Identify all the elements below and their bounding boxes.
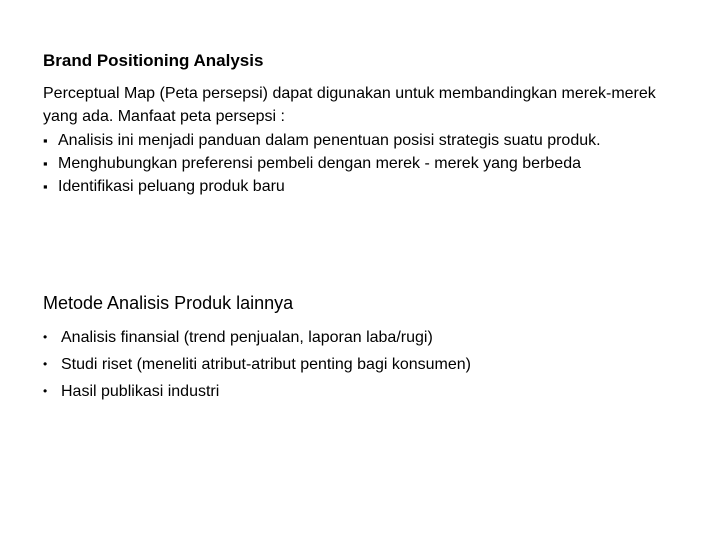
other-methods-section <box>43 292 683 405</box>
list-item-text: Analisis ini menjadi panduan dalam penentuan posisi strategis suatu produk. <box>58 131 601 149</box>
list-item <box>43 324 683 351</box>
square-bullet-icon: ▪ <box>43 179 48 195</box>
square-bullet-icon: ▪ <box>43 155 48 171</box>
benefits-list <box>43 129 683 199</box>
list-item <box>43 378 683 405</box>
dot-bullet-icon: • <box>43 384 48 398</box>
section-title: Brand Positioning Analysis <box>43 51 264 70</box>
intro-paragraph: Perceptual Map (Peta persepsi) dapat digunakan untuk membandingkan merek-merek yang ada. Manfaat peta persepsi : <box>43 85 656 126</box>
list-item <box>43 129 683 152</box>
list-item-text: Hasil publikasi industri <box>61 383 220 400</box>
dot-bullet-icon: • <box>43 330 48 344</box>
brand-positioning-section <box>43 50 683 198</box>
list-item-text: Identifikasi peluang produk baru <box>58 178 285 196</box>
list-item <box>43 152 683 175</box>
methods-list <box>43 324 683 405</box>
list-item <box>43 351 683 378</box>
list-item <box>43 175 683 198</box>
list-item-text: Analisis finansial (trend penjualan, laporan laba/rugi) <box>61 329 433 346</box>
list-item-text: Studi riset (meneliti atribut-atribut penting bagi konsumen) <box>61 356 471 373</box>
list-item-text: Menghubungkan preferensi pembeli dengan merek - merek yang berbeda <box>58 154 581 172</box>
dot-bullet-icon: • <box>43 357 48 371</box>
section-title: Metode Analisis Produk lainnya <box>43 293 294 313</box>
square-bullet-icon: ▪ <box>43 132 48 148</box>
